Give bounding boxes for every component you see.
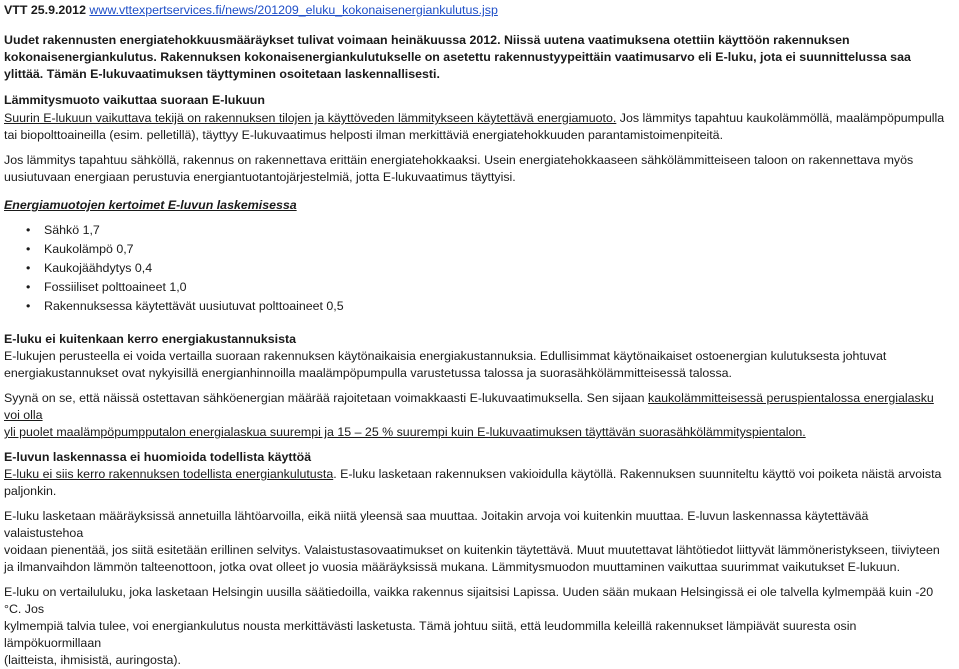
list-item-text: Sähkö 1,7 <box>44 223 100 237</box>
paragraph-text: Syynä on se, että näissä ostettavan sähköenergian määrää rajoitetaan voimakkaasti E-lukuvaatimuksella. Sen sijaan <box>4 391 648 405</box>
list-item <box>26 279 949 296</box>
paragraph-line: kylmempiä talvia tulee, voi energiankulutus nousta merkittävästi lasketusta. Tämä johtuu siitä, että leudommilla keleillä rakennukset lämpiävät suuresta osin lämpökuormillaan <box>4 619 857 650</box>
section-heading-heating: Lämmitysmuoto vaikuttaa suoraan E-lukuun <box>4 93 265 107</box>
paragraph-line: energiakustannukset ovat nykyisillä energianhinnoilla maalämpöpumpulla varustetussa talossa ja suorasähkölämmitteisessä talossa. <box>4 366 732 380</box>
paragraph-line: E-lukujen perusteella ei voida vertailla suoraan rakennuksen käytönaikaisia energiakustannuksia. Edullisimmat käytönaikaiset ostoenergian kulutuksesta johtuvat <box>4 349 887 363</box>
paragraph-climate <box>4 584 949 669</box>
paragraph-text: paljonkin. <box>4 484 57 498</box>
paragraph-electric <box>4 152 949 186</box>
section-heading-usage: E-luvun laskennassa ei huomioida todellista käyttöä <box>4 450 312 464</box>
section-heading-costs: E-luku ei kuitenkaan kerro energiakustannuksista <box>4 332 296 346</box>
underlined-text: Suurin E-lukuun vaikuttava tekijä on rakennuksen tilojen ja käyttöveden lämmitykseen käytettävä energiamuoto. <box>4 111 617 125</box>
section-heading-factors: Energiamuotojen kertoimet E-luvun laskemisessa <box>4 198 297 212</box>
paragraph-reason <box>4 390 949 441</box>
paragraph-heating <box>4 110 949 144</box>
bullet-icon: • <box>26 280 31 294</box>
list-item-text: Kaukolämpö 0,7 <box>44 242 134 256</box>
paragraph-line: Jos lämmitys tapahtuu sähköllä, rakennus on rakennettava erittäin energiatehokkaaksi. Usein energiatehokkaaseen sähkölämmitteiseen taloon on rakennettava myös <box>4 153 914 167</box>
bullet-icon: • <box>26 242 31 256</box>
document-header <box>4 2 949 19</box>
paragraph-line: E-luku on vertailuluku, joka lasketaan Helsingin uusilla säätiedoilla, vaikka rakennus sijaitsisi Lapissa. Uuden sään mukaan Helsingissä ei ole talvella kylmempää kuin -20 °C. Jos <box>4 585 934 616</box>
list-item-text: Rakennuksessa käytettävät uusiutuvat polttoaineet 0,5 <box>44 299 344 313</box>
lead-line: Uudet rakennusten energiatehokkuusmääräykset tulivat voimaan heinäkuussa 2012. Niissä uutena vaatimuksena otettiin käyttöön rakennuksen <box>4 33 850 47</box>
paragraph-line: voidaan pienentää, jos siitä esitetään erillinen selvitys. Valaistustasovaatimukset on kuitenkin täytettävä. Muut muutettavat lähtötiedot liittyvät lämmöneristykseen, tiiviyteen <box>4 543 940 557</box>
list-item-text: Fossiiliset polttoaineet 1,0 <box>44 280 187 294</box>
underlined-text: yli puolet maalämpöpumpputalon energialaskua suurempi ja 15 – 25 % suurempi kuin E-lukuvaatimuksen täyttävän suorasähkölämmityspientalon. <box>4 425 806 439</box>
paragraph-costs <box>4 348 949 382</box>
factor-list <box>4 222 949 315</box>
list-item <box>26 260 949 277</box>
paragraph-line: E-luku lasketaan määräyksissä annetuilla lähtöarvoilla, eikä niitä yleensä saa muuttaa. Joitakin arvoja voi kuitenkin muuttaa. E-luvun laskennassa käytettävää valaistustehoa <box>4 509 869 540</box>
bullet-icon: • <box>26 223 31 237</box>
bullet-icon: • <box>26 299 31 313</box>
paragraph-line: uusiutuvaan energiaan perustuvia energiantuotantojärjestelmiä, jotta E-lukuvaatimus täyttyisi. <box>4 170 516 184</box>
list-item <box>26 298 949 315</box>
list-item <box>26 241 949 258</box>
lead-paragraph <box>4 32 949 83</box>
paragraph-line: ja ilmanvaihdon lämmön talteenottoon, jotka ovat olleet jo vuosia määräyksissä mukana. Lämmitysmuodon muuttaminen vaikuttaa suurimmat vaikutukset E-lukuun. <box>4 560 901 574</box>
paragraph-usage <box>4 466 949 500</box>
paragraph-text: tai biopolttoaineilla (esim. pelletillä), täyttyy E-lukuvaatimus helposti ilman merkittäviä energiatehokkuuden parantamistoimenpiteitä. <box>4 128 724 142</box>
bullet-icon: • <box>26 261 31 275</box>
lead-line: ylittää. Tämän E-lukuvaatimuksen täyttyminen osoitetaan laskennallisesti. <box>4 67 440 81</box>
list-item-text: Kaukojäähdytys 0,4 <box>44 261 153 275</box>
paragraph-text: . E-luku lasketaan rakennuksen vakioidulla käytöllä. Rakennuksen suunniteltu käyttö voi poiketa näistä arvoista <box>333 467 942 481</box>
underlined-text: E-luku ei siis kerro rakennuksen todellista energiankulutusta <box>4 467 334 481</box>
underlined-text: kaukolämmitteisessä peruspientalossa energialasku voi olla <box>4 391 934 422</box>
source-url-link[interactable]: www.vttexpertservices.fi/news/201209_eluku_kokonaisenergiankulutus.jsp <box>89 3 498 17</box>
org-date: VTT 25.9.2012 <box>4 3 86 17</box>
paragraph-line: (laitteista, ihmisistä, auringosta). <box>4 653 181 667</box>
paragraph-text: Jos lämmitys tapahtuu kaukolämmöllä, maalämpöpumpulla <box>616 111 945 125</box>
lead-line: kokonaisenergiankulutus. Rakennuksen kokonaisenergiankulutukselle on asetettu rakennustyypeittäin vaatimusarvo eli E-luku, jota ei suunnittelussa saa <box>4 50 911 64</box>
paragraph-defaults <box>4 508 949 576</box>
list-item <box>26 222 949 239</box>
